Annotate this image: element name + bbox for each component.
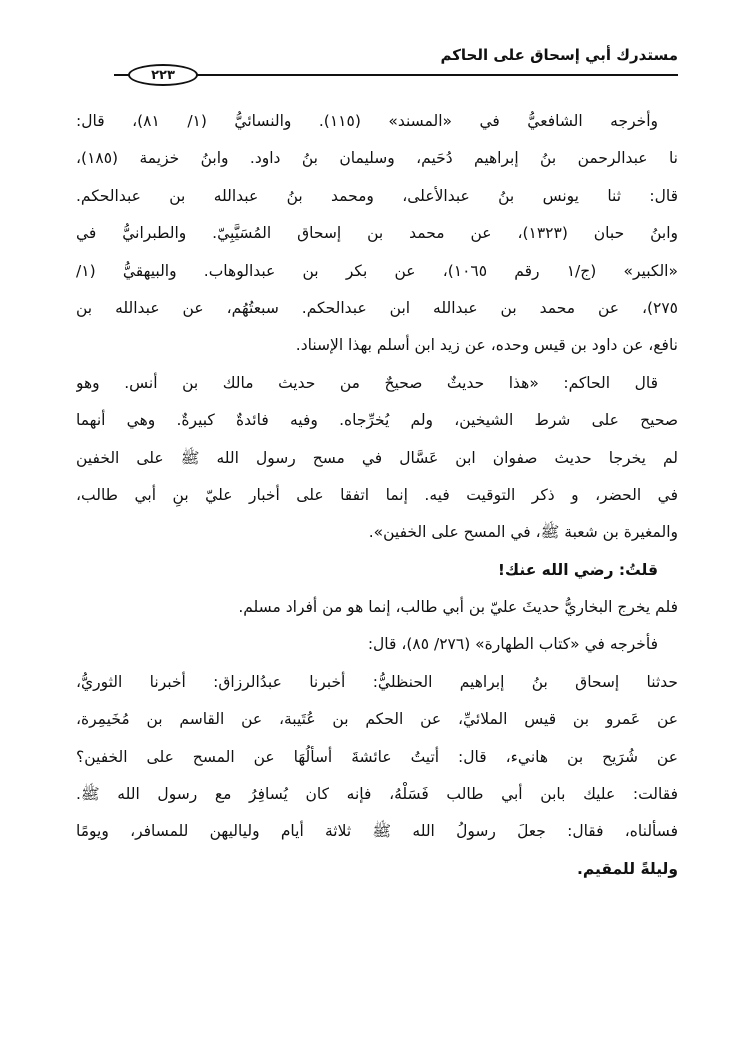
text-line: وليلةً للمقيم. [577, 859, 678, 878]
text-line: لم يخرجا حديث صفوان ابن عَسَّال في مسح رسول الله ﷺ على الخفين [76, 448, 678, 467]
text-line: فسألناه، فقال: جعلَ رسولُ الله ﷺ ثلاثة أيام ولياليهن للمسافر، ويومًا [76, 822, 678, 841]
text-line: حدثنا إسحاق بنُ إبراهيم الحنظليُّ: أخبرنا عبدُالرزاق: أخبرنا الثوريُّ، [76, 672, 678, 691]
text-line: فقالت: عليك بابن أبي طالب فَسَلْهُ، فإنه كان يُسافِرُ مع رسول الله ﷺ. [76, 785, 678, 804]
text-line: فلم يخرج البخاريُّ حديثَ عليّ بن أبي طالب، إنما هو من أفراد مسلم. [238, 598, 678, 617]
body-text [76, 103, 678, 888]
text-line: عن شُرَيح بن هانيء، قال: أتيتُ عائشةَ أسألُهَا عن المسح على الخفين؟ [76, 747, 678, 766]
text-line: قال الحاكم: «هذا حديثٌ صحيحٌ من حديث مالك بن أنس. وهو [76, 373, 658, 392]
text-line: نا عبدالرحمن بنُ إبراهيم دُحَيم، وسليمان بنُ داود. وابنُ خزيمة (١٨٥)، [76, 149, 678, 168]
text-line: قال: ثنا يونس بنُ عبدالأعلى، ومحمد بنُ عبدالله بن عبدالحكم. [76, 186, 678, 205]
text-line: نافع، عن داود بن قيس وحده، عن زيد ابن أسلم بهذا الإسناد. [295, 336, 678, 355]
page-number: ٢٢٣ [151, 67, 175, 83]
text-line: صحيح على شرط الشيخين، ولم يُخرِّجاه. وفيه فائدةٌ كبيرةٌ. وهي أنهما [76, 411, 678, 430]
text-line: قلتُ: رضي الله عنك! [497, 560, 658, 579]
text-line: عن عَمرو بن قيس الملائيِّ، عن الحكم بن عُتَيبة، عن القاسم بن مُخَيمِرة، [76, 710, 678, 729]
text-line: ٢٧٥)، عن محمد بن عبدالله ابن عبدالحكم. سبعتُهُم، عن عبدالله بن [76, 298, 678, 317]
text-line: والمغيرة بن شعبة ﷺ، في المسح على الخفين». [368, 523, 678, 542]
page-header [112, 40, 678, 83]
running-title: مستدرك أبي إسحاق على الحاكم [440, 46, 678, 64]
text-line: وابنُ حبان (١٣٢٣)، عن محمد بن إسحاق المُسَيَّبِيّ. والطبرانيُّ في [76, 224, 678, 243]
text-line: وأخرجه الشافعيُّ في «المسند» (١١٥). والنسائيُّ (١/ ٨١)، قال: [76, 112, 658, 130]
page-number-badge [128, 64, 198, 86]
header-rule [192, 74, 678, 76]
text-line: فأخرجه في «كتاب الطهارة» (٢٧٦/ ٨٥)، قال: [367, 635, 658, 654]
text-line: «الكبير» (ج/١ رقم ١٠٦٥)، عن بكر بن عبدالوهاب. والبيهقيُّ (١/ [76, 261, 678, 280]
text-line: في الحضر، و ذكر التوقيت فيه. إنما اتفقا على أخبار عليّ بنِ أبي طالب، [76, 485, 678, 504]
